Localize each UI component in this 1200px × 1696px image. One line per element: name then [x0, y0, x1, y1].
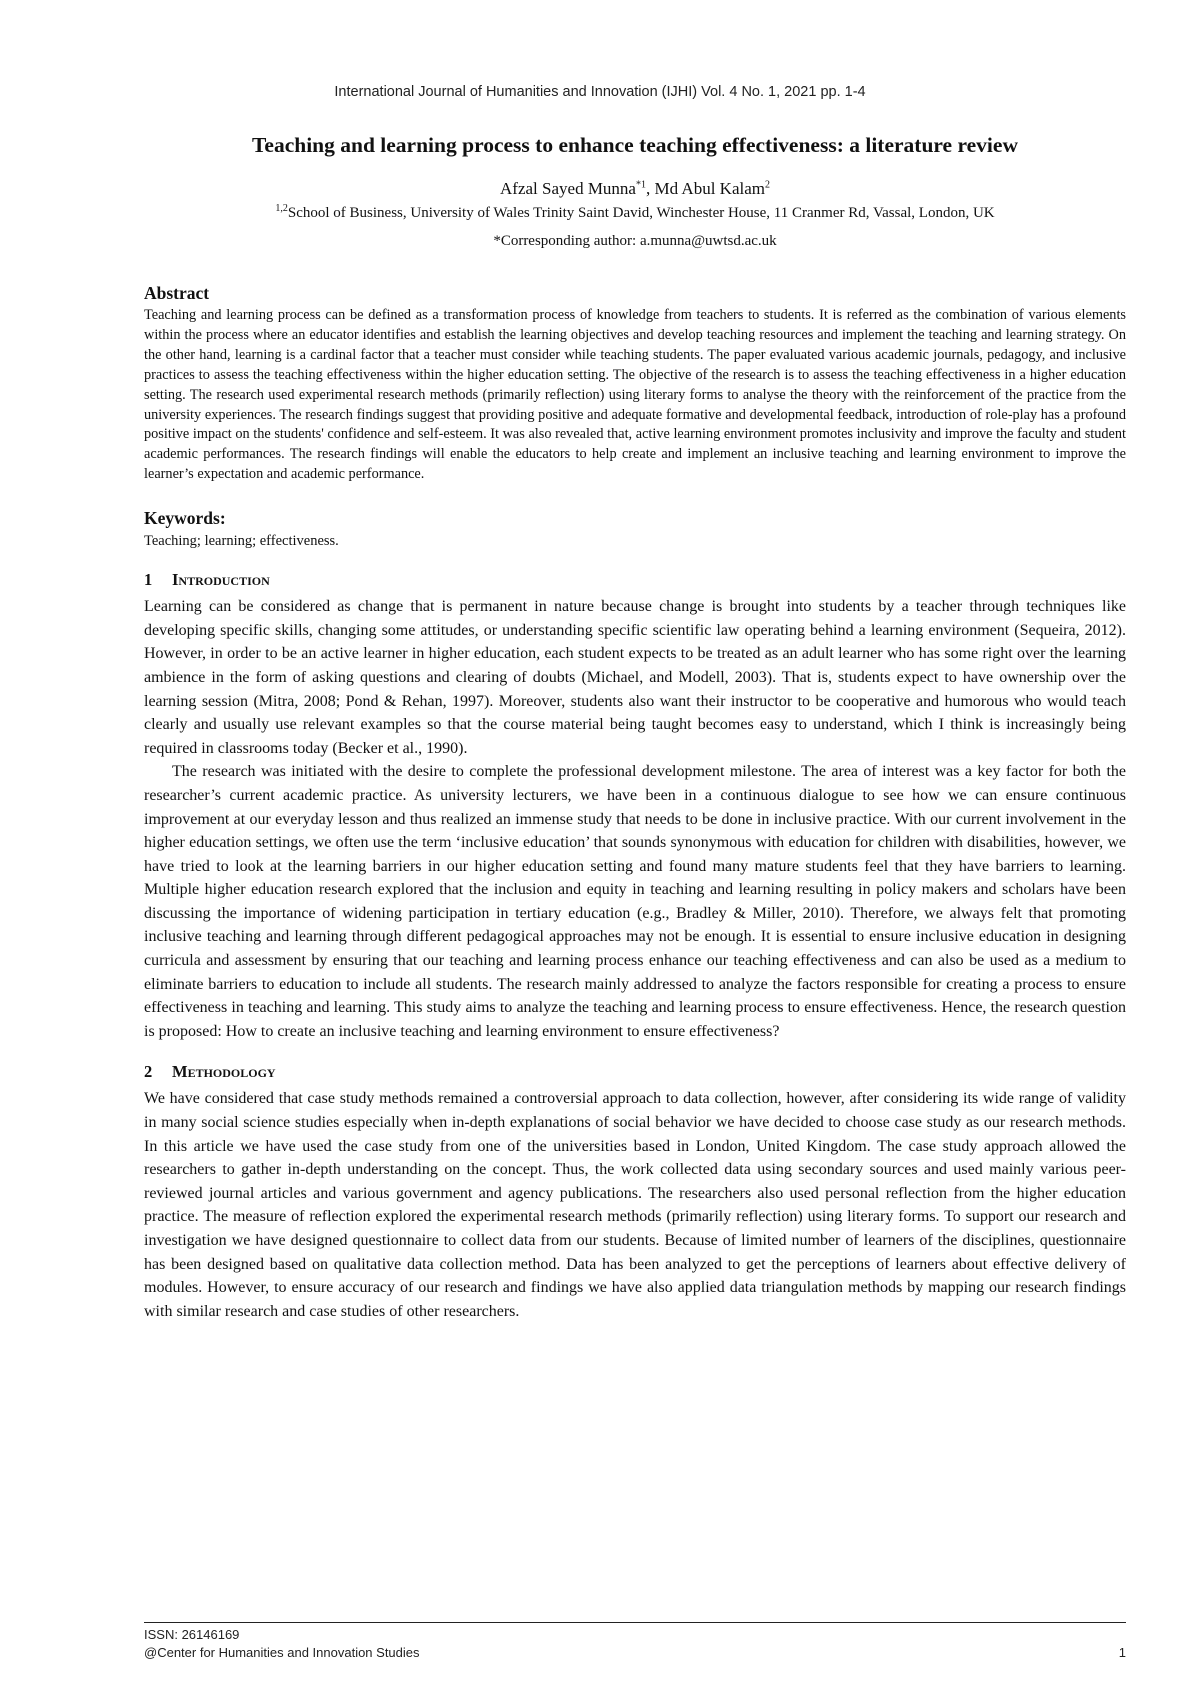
section-title: Methodology: [172, 1062, 276, 1082]
paper-title: Teaching and learning process to enhance teaching effectiveness: a literature review: [252, 133, 1018, 157]
author-name: Afzal Sayed Munna: [500, 179, 636, 198]
affiliation: [144, 202, 1126, 224]
issn-text: ISSN: 26146169: [144, 1627, 240, 1642]
section-title: Introduction: [172, 570, 270, 590]
page-number: 1: [1118, 1645, 1126, 1660]
abstract-heading: Abstract: [144, 283, 210, 303]
body-paragraph: We have considered that case study methods remained a controversial approach to data collection, however, after considering its wide range of validity in many social science studies especially when in-depth explanations of social behavior we have decided to choose case study as our research methods. In this article we have used the case study from one of the universities based in London, United Kingdom. The case study approach allowed the researchers to gather in-depth understanding on the concept. Thus, the work collected data using secondary sources and used mainly various peer-reviewed journal articles and various government and agency publications. The researchers also used personal reflection from the higher education practice. The measure of reflection explored the experimental research methods (primarily reflection) using literary forms. To support our research and investigation we have designed questionnaire to collect data from our students. Because of limited number of learners of the disciplines, questionnaire has been designed based on qualitative data collection method. Data has been analyzed to get the perceptions of learners about effective delivery of modules. However, to ensure accuracy of our research and findings we have also applied data triangulation methods by mapping our research findings with similar research and case studies of other researchers.: [144, 1090, 1126, 1320]
corresponding-author: *Corresponding author: a.munna@uwtsd.ac.uk: [493, 233, 777, 249]
body-paragraph: Learning can be considered as change that is permanent in nature because change is brought into students by a teacher through techniques like developing specific skills, changing some attitudes, or understanding specific scientific law operating behind a learning environment (Sequeira, 2012). However, in order to be an active learner in higher education, each student expects to be treated as an adult learner who has some right over the learning ambience in the form of asking questions and clearing of doubts (Michael, and Modell, 2003). That is, students expect to have ownership over the learning session (Mitra, 2008; Pond & Rehan, 1997). Moreover, students also want their instructor to be cooperative and humorous who would teach clearly and usually use relevant examples so that the course material being taught becomes easy to understand, which I think is increasingly being required in classrooms today (Becker et al., 1990).: [144, 598, 1126, 757]
affiliation-superscript: 1,2: [275, 203, 288, 214]
author-separator: ,: [645, 179, 655, 198]
affiliation-text: School of Business, University of Wales Trinity Saint David, Winchester House, 11 Cranmer Rd, Vassal, London, UK: [287, 205, 995, 221]
section-heading-methodology: [144, 1061, 1126, 1083]
body-paragraph: The research was initiated with the desire to complete the professional development milestone. The area of interest was a key factor for both the researcher’s current academic practice. As university lecturers, we have been in a continuous dialogue to see how we can ensure continuous improvement at our everyday lesson and thus realized an immense study that needs to be done in inclusive practice. With our current involvement in the higher education settings, we often use the term ‘inclusive education’ that sounds synonymous with education for children with disabilities, however, we have tried to look at the learning barriers in our higher education setting and found many mature students feel that they have barriers to learning. Multiple higher education research explored that the inclusion and equity in teaching and learning resulting in policy makers and scholars have been discussing the importance of widening participation in tertiary education (e.g., Bradley & Miller, 2010). Therefore, we always felt that promoting inclusive teaching and learning through different pedagogical approaches may not be enough. It is essential to ensure inclusive education in designing curricula and assessment by ensuring that our teaching and learning process enhance our teaching effectiveness and can also be used as a medium to eliminate barriers to education to include all students. The research mainly addressed to analyze the factors responsible for creating a process to ensure effectiveness in teaching and learning. This study aims to analyze the teaching and learning process to ensure effectiveness. Hence, the research question is proposed: How to create an inclusive teaching and learning environment to ensure effectiveness?: [144, 763, 1126, 1040]
footer-divider: [144, 1622, 1126, 1623]
paper-content: [144, 130, 1126, 1323]
running-head: International Journal of Humanities and Innovation (IJHI) Vol. 4 No. 1, 2021 pp. 1-4: [334, 84, 866, 100]
publisher-text: @Center for Humanities and Innovation Studies: [144, 1645, 420, 1660]
author-name: Md Abul Kalam: [654, 179, 765, 198]
author-superscript: 2: [764, 179, 770, 191]
section-number: 1: [144, 570, 153, 590]
section-heading-introduction: [144, 569, 1126, 591]
page-footer: [144, 1626, 1126, 1662]
author-line: [144, 178, 1126, 200]
abstract-text: Teaching and learning process can be defined as a transformation process of knowledge from teachers to students. It is referred as the combination of various elements within the process where an educator identifies and establish the learning objectives and develop teaching resources and implement the teaching and learning strategy. On the other hand, learning is a cardinal factor that a teacher must consider while teaching students. The paper evaluated various academic journals, pedagogy, and inclusive practices to assess the teaching effectiveness within the higher education setting. The objective of the research is to assess the teaching effectiveness in a higher education setting. The research used experimental research methods (primarily reflection) using literary forms to analyse the theory with the reinforcement of the practice from the university experiences. The research findings suggest that providing positive and adequate formative and developmental feedback, introduction of role-play has a profound positive impact on the students' confidence and self-esteem. It was also revealed that, active learning environment promotes inclusivity and improve the faculty and student academic performances. The research findings will enable the educators to help create and implement an inclusive teaching and learning environment to improve the learner’s expectation and academic performance.: [144, 307, 1126, 483]
author-superscript: *1: [635, 179, 646, 191]
keywords-text: Teaching; learning; effectiveness.: [144, 533, 339, 550]
section-number: 2: [144, 1062, 153, 1082]
keywords-heading: Keywords:: [144, 508, 226, 529]
